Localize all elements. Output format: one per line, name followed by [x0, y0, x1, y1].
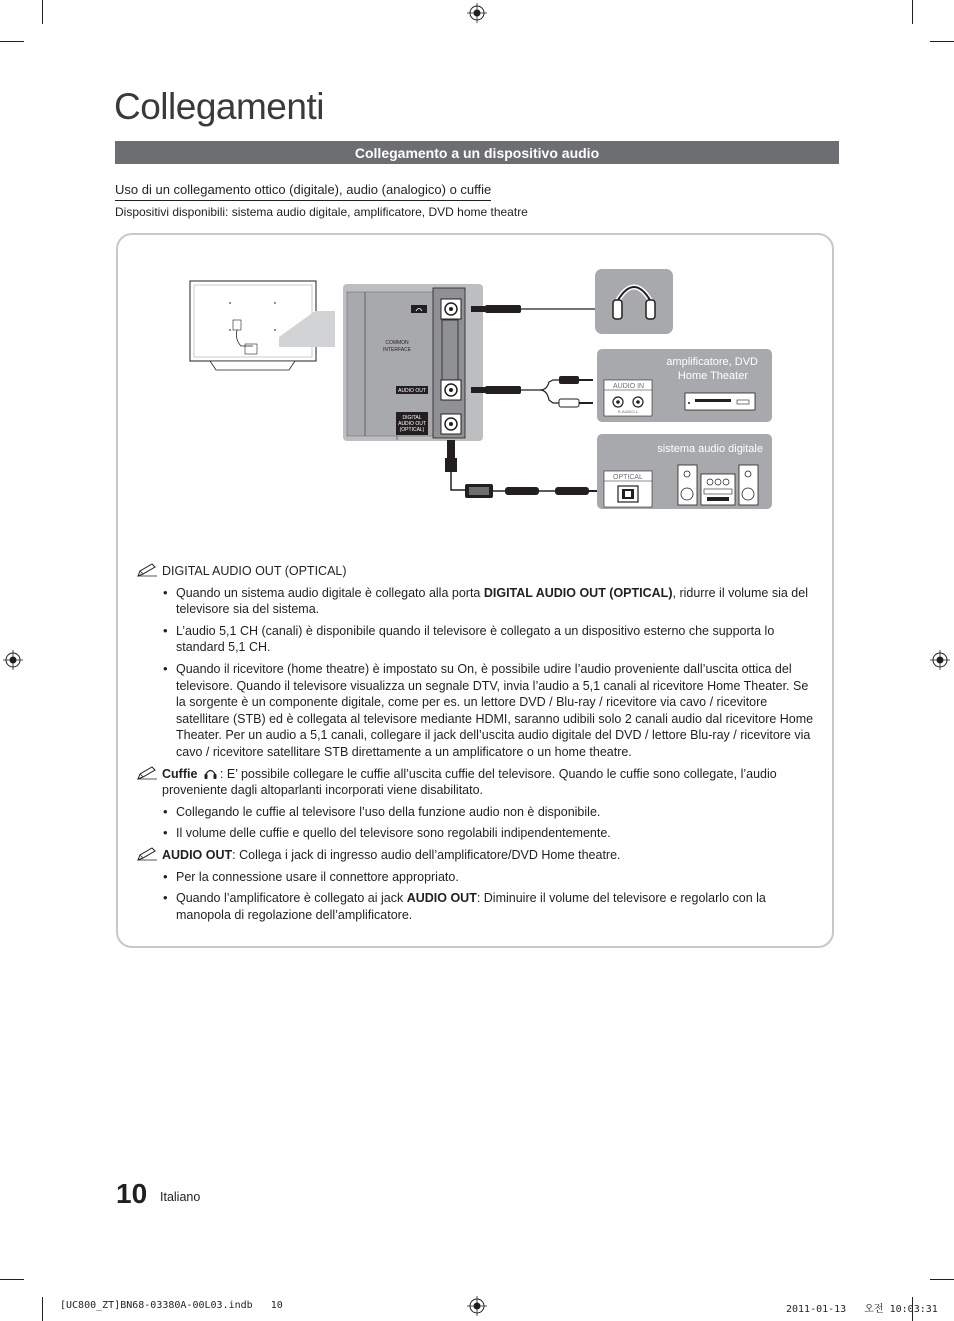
pencil-note-icon: [136, 765, 158, 781]
digital-label-1: DIGITAL: [402, 415, 422, 421]
registration-mark-icon: [467, 3, 487, 23]
optical-jack-icon: [441, 414, 461, 434]
page-number: 10: [116, 1178, 148, 1209]
tv-back-icon: [190, 281, 335, 370]
crop-mark: [42, 0, 43, 24]
crop-mark: [930, 41, 954, 42]
headphone-jack-icon: [441, 299, 461, 319]
list-item: • L’audio 5,1 CH (canali) è disponibile quando il televisore è collegato a un dispositivo esterno che supporta lo standard 5,1 CH.: [163, 622, 775, 655]
audio-in-sublabel: R-AUDIO-L: [617, 409, 639, 414]
amplifier-label-line1: amplificatore, DVD: [666, 356, 758, 368]
common-interface-label-2: INTERFACE: [382, 347, 412, 353]
note-optical-heading: DIGITAL AUDIO OUT (OPTICAL): [162, 564, 347, 578]
digital-label-3: (OPTICAL): [399, 427, 425, 433]
page-title: Collegamenti: [114, 86, 324, 127]
common-interface-label-1: COMMON: [385, 340, 409, 346]
registration-mark-icon: [3, 650, 23, 670]
crop-mark: [0, 41, 24, 42]
list-item: • Quando l’amplificatore è collegato ai jack AUDIO OUT: Diminuire il volume del televisore e regolarlo con la manopola di regolazione dell’amplificatore.: [163, 890, 766, 922]
connection-diagram: [185, 262, 785, 522]
page-language: Italiano: [160, 1190, 201, 1204]
crop-mark: [42, 1297, 43, 1321]
digital-system-label: sistema audio digitale: [657, 443, 763, 455]
dvd-player-icon: [685, 393, 755, 410]
crop-mark: [0, 1279, 24, 1280]
audio-out-label: AUDIO OUT: [398, 388, 426, 394]
list-item: • Il volume delle cuffie e quello del televisore sono regolabili indipendentemente.: [163, 825, 611, 841]
bullet-icon: •: [163, 803, 168, 819]
note-headphones: Cuffie : E’ possibile collegare le cuffie all’uscita cuffie del televisore. Quando le cuffie sono collegate, l’audio proveniente dagli altoparlanti incorporati viene disabilitato.: [136, 766, 816, 799]
subheading: Uso di un collegamento ottico (digitale), audio (analogico) o cuffie: [115, 182, 491, 201]
crop-mark: [912, 0, 913, 24]
bullet-icon: •: [163, 622, 168, 638]
bullet-icon: •: [163, 868, 168, 884]
notes-section: [136, 563, 816, 928]
audio-in-label: AUDIO IN: [613, 383, 645, 390]
list-item: • Per la connessione usare il connettore appropriato.: [163, 868, 459, 884]
list-item: • Collegando le cuffie al televisore l’uso della funzione audio non è disponibile.: [163, 803, 601, 819]
print-timestamp: 2011-01-13 오전 10:03:31: [786, 1304, 938, 1315]
registration-mark-icon: [467, 1296, 487, 1316]
list-item: • Quando il ricevitore (home theatre) è impostato su On, è possibile udire l’audio proveniente dall’uscita ottica del televisore. Quando il televisore visualizza un segnale DTV, invia l’audio a 5,1 canali al ricevitore Home Theater. Se la sorgente è un componente digitale, come per es. un lettore DVD / Blu-ray / ricevitore via cavo / ricevitore satellitare (STB) ed è collegata al televisore mediante HDMI, saranno udibili solo 2 canali audio dal ricevitore Home Theater. Per un audio a 5,1 canali, collegare il jack dell’uscita audio digitale del DVD / lettore Blu-ray / ricevitore via cavo / ricevitore satellitare STB direttamente a un amplificatore o un home theatre.: [163, 660, 814, 759]
amplifier-label-line2: Home Theater: [677, 370, 748, 382]
bullet-icon: •: [163, 825, 168, 841]
available-devices-text: Dispositivi disponibili: sistema audio digitale, amplificatore, DVD home theatre: [115, 205, 528, 219]
crop-mark: [930, 1279, 954, 1280]
print-file-info: [UC800_ZT]BN68-03380A-00L03.indb 10: [60, 1300, 283, 1311]
headphones-term: Cuffie: [162, 766, 198, 781]
bullet-icon: •: [163, 660, 168, 676]
pencil-note-icon: [136, 562, 158, 578]
note-audio-out: AUDIO OUT: Collega i jack di ingresso audio dell’amplificatore/DVD Home theatre.: [136, 847, 816, 864]
bullet-icon: •: [163, 890, 168, 906]
registration-mark-icon: [930, 650, 950, 670]
optical-port-label: OPTICAL: [613, 474, 643, 481]
section-title-bar: Collegamento a un dispositivo audio: [115, 141, 839, 164]
note-optical: [136, 563, 816, 580]
list-item: • Quando un sistema audio digitale è collegato alla porta DIGITAL AUDIO OUT (OPTICAL), ridurre il volume sia del televisore sia del sistema.: [163, 584, 808, 617]
headphones-icon: [203, 767, 218, 780]
bullet-icon: •: [163, 584, 168, 600]
digital-label-2: AUDIO OUT: [398, 421, 426, 427]
pencil-note-icon: [136, 846, 158, 862]
audio-out-jack-icon: [441, 380, 461, 400]
